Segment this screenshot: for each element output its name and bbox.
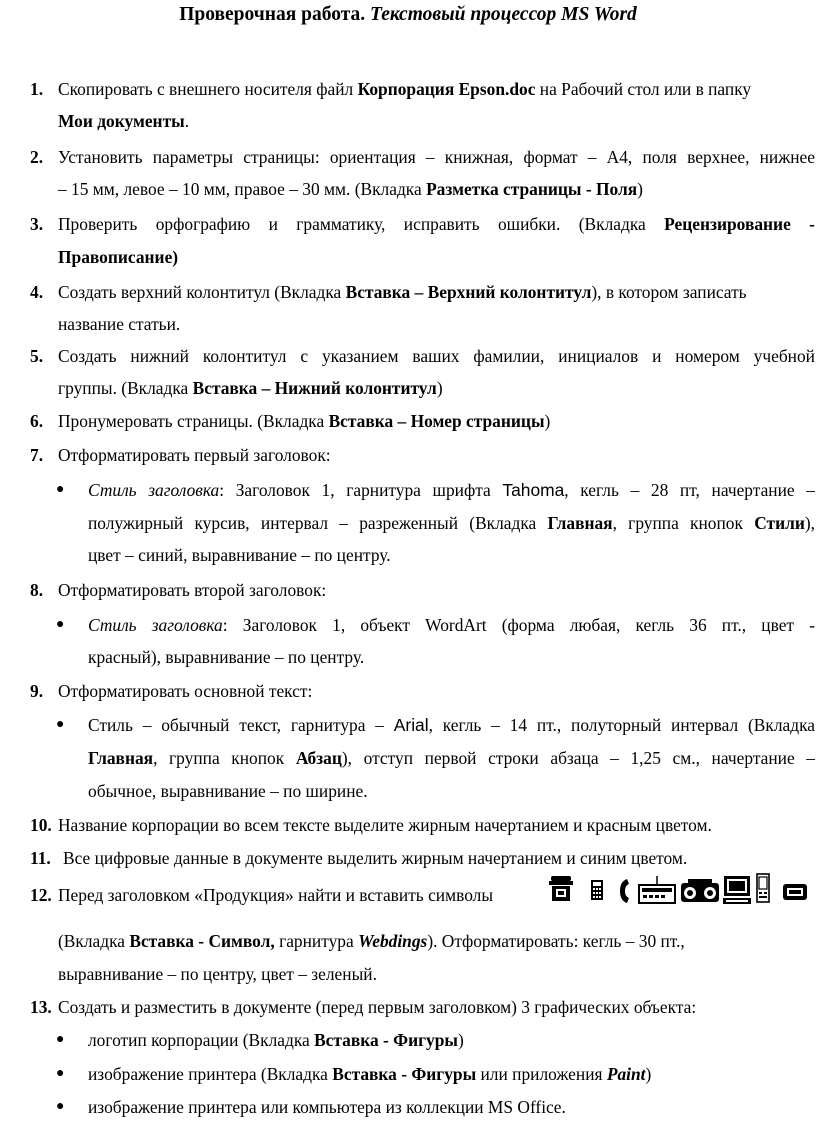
fax-icon	[638, 875, 676, 905]
item-1-line-1: Скопировать с внешнего носителя файл Корпорация Epson.doc на Рабочий стол или в папку	[58, 79, 752, 99]
calculator-icon	[590, 879, 604, 901]
item-13-bullet-2: изображение принтера (Вкладка Вставка - Фигуры или приложения Paint)	[88, 1064, 652, 1084]
item-1-line-2: Мои документы.	[58, 111, 190, 131]
handset-icon	[618, 877, 632, 905]
item-9-bullet-line-2: Главная, группа кнопок Абзац), отступ первой строки абзаца – 1,25 см., начертание –	[88, 748, 815, 768]
item-number-9: 9.	[30, 681, 44, 701]
item-number-6: 6.	[30, 411, 44, 431]
item-13-bullet-3: изображение принтера или компьютера из коллекции MS Office.	[88, 1097, 566, 1117]
item-number-10: 10.	[30, 815, 52, 835]
item-number-2: 2.	[30, 147, 44, 167]
item-5-line-1: Создать нижний колонтитул с указанием ваших фамилии, инициалов и номером учебной	[58, 346, 815, 366]
bullet-icon: ●	[56, 717, 65, 732]
page-title	[0, 4, 816, 26]
item-2-line-2: – 15 мм, левое – 10 мм, правое – 30 мм. (Вкладка Разметка страницы - Поля)	[58, 179, 643, 199]
bullet-icon: ●	[56, 482, 65, 497]
item-8-bullet-line-2: красный), выравнивание – по центру.	[88, 647, 365, 667]
item-number-11: 11.	[30, 848, 51, 868]
item-12-line-1: Перед заголовком «Продукция» найти и вставить символы	[58, 885, 494, 905]
item-4-line-2: название статьи.	[58, 314, 181, 334]
item-11-line-1: Все цифровые данные в документе выделить жирным начертанием и синим цветом.	[63, 848, 688, 868]
item-9-bullet-line-3: обычное, выравнивание – по ширине.	[88, 781, 368, 801]
item-number-13: 13.	[30, 997, 52, 1017]
item-4-line-1: Создать верхний колонтитул (Вкладка Вставка – Верхний колонтитул), в котором записать	[58, 282, 747, 302]
item-6-line-1: Пронумеровать страницы. (Вкладка Вставка – Номер страницы)	[58, 411, 551, 431]
item-9-line-1: Отформатировать основной текст:	[58, 681, 313, 701]
item-2-line-1: Установить параметры страницы: ориентация – книжная, формат – А4, поля верхнее, нижнее	[58, 147, 815, 167]
title-bold: Проверочная работа.	[179, 4, 366, 25]
item-3-line-1: Проверить орфографию и грамматику, исправить ошибки. (Вкладка Рецензирование -	[58, 214, 815, 234]
item-13-line-1: Создать и разместить в документе (перед первым заголовком) 3 графических объекта:	[58, 997, 697, 1017]
item-7-line-1: Отформатировать первый заголовок:	[58, 445, 331, 465]
item-5-line-2: группы. (Вкладка Вставка – Нижний колонтитул)	[58, 378, 443, 398]
pager-icon	[782, 883, 808, 901]
title-italic: Текстовый процессор MS Word	[370, 4, 637, 25]
item-12-line-2: (Вкладка Вставка - Символ, гарнитура Webdings). Отформатировать: кегль – 30 пт.,	[58, 931, 685, 951]
bullet-icon: ●	[56, 1099, 65, 1114]
telephone-icon	[548, 873, 574, 905]
item-number-12: 12.	[30, 885, 52, 905]
item-10-line-1: Название корпорации во всем тексте выделите жирным начертанием и красным цветом.	[58, 815, 712, 835]
item-7-bullet-line-2: полужирный курсив, интервал – разреженный (Вкладка Главная, группа кнопок Стили),	[88, 513, 816, 533]
bullet-icon: ●	[56, 617, 65, 632]
item-3-line-2: Правописание)	[58, 247, 179, 267]
item-number-7: 7.	[30, 445, 44, 465]
item-7-bullet-line-3: цвет – синий, выравнивание – по центру.	[88, 545, 391, 565]
item-9-bullet-line-1: Стиль – обычный текст, гарнитура – Arial, кегль – 14 пт., полуторный интервал (Вкладка	[88, 715, 815, 735]
item-7-bullet-line-1: Стиль заголовка: Заголовок 1, гарнитура шрифта Tahoma, кегль – 28 пт, начертание –	[88, 480, 815, 500]
item-8-line-1: Отформатировать второй заголовок:	[58, 580, 327, 600]
bullet-icon: ●	[56, 1066, 65, 1081]
item-number-8: 8.	[30, 580, 44, 600]
item-number-4: 4.	[30, 282, 44, 302]
item-12-line-3: выравнивание – по центру, цвет – зеленый.	[58, 964, 377, 984]
bullet-icon: ●	[56, 1032, 65, 1047]
radio-icon	[680, 879, 720, 903]
item-13-bullet-1: логотип корпорации (Вкладка Вставка - Фигуры)	[88, 1030, 464, 1050]
item-8-bullet-line-1: Стиль заголовка: Заголовок 1, объект WordArt (форма любая, кегль 36 пт., цвет -	[88, 615, 815, 635]
item-number-1: 1.	[30, 79, 44, 99]
item-number-3: 3.	[30, 214, 44, 234]
item-number-5: 5.	[30, 346, 44, 366]
computer-icon	[722, 875, 752, 905]
pda-icon	[756, 873, 770, 903]
